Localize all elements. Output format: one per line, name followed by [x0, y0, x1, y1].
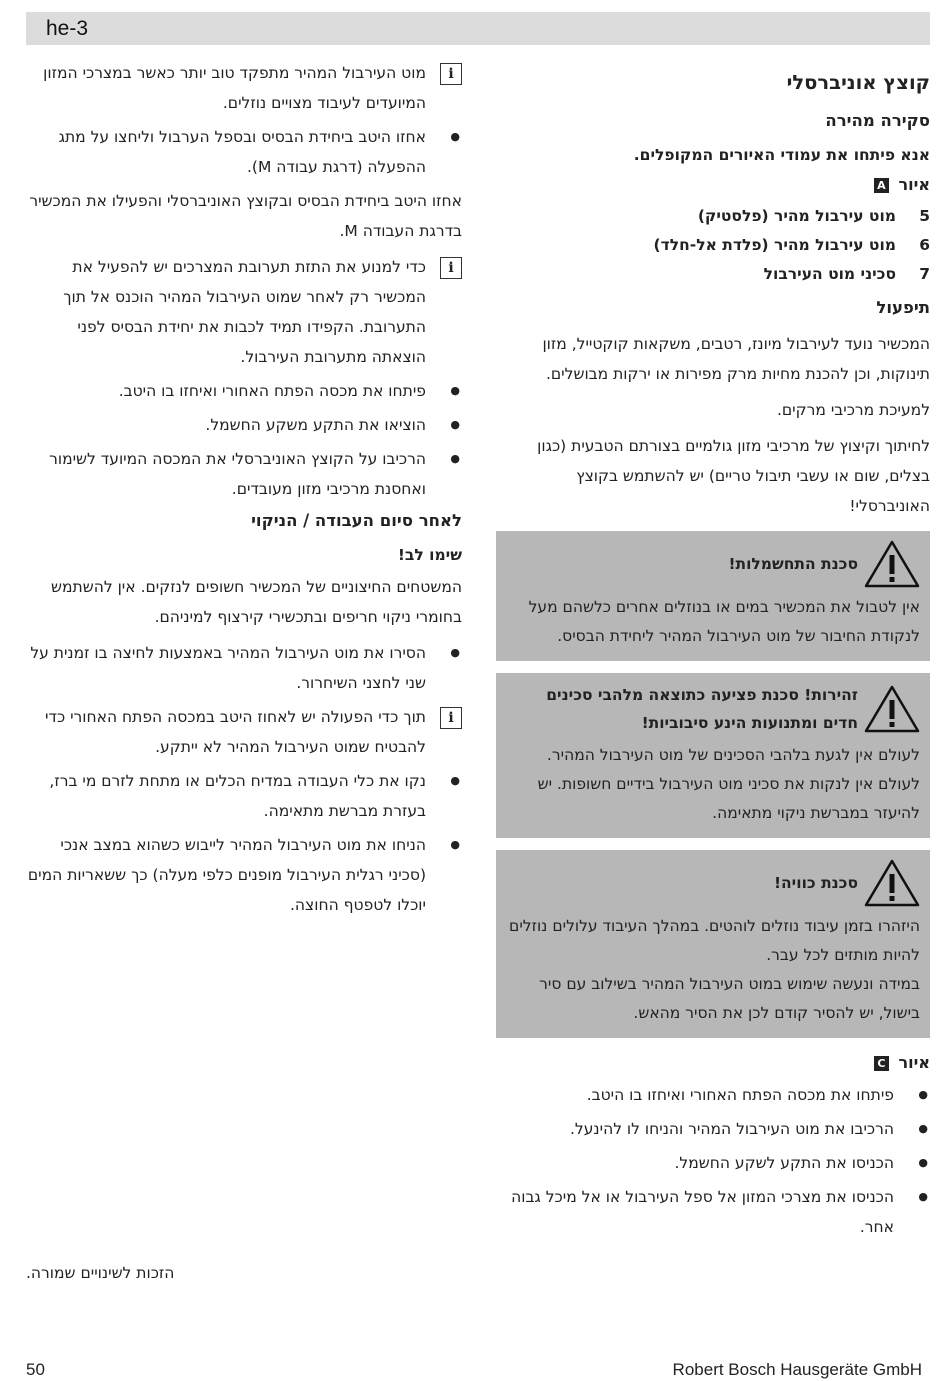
company-name: Robert Bosch Hausgeräte GmbH: [672, 1360, 922, 1379]
list-item: ● הניחו את מוט העירבול המהיר לייבוש כשהוא במצב אנכי (סכיני רגלית העירבול מופנים כלפי מעלה) כך ששאריות המים יוכלו לטפטף החוצה.: [26, 830, 462, 920]
info-icon: i: [440, 707, 462, 729]
figure-ref-a: [496, 172, 930, 198]
operation-heading: תיפעול: [876, 298, 930, 317]
warning-triangle-icon: [864, 539, 920, 589]
bullet-list: [26, 766, 462, 920]
bullet-list: [26, 376, 462, 504]
list-item: ● נקו את כלי העבודה במדיח הכלים או מתחת לזרם מי ברז, בעזרת מברשת מתאימה.: [26, 766, 462, 826]
operation-paragraph: למעיכת מרכיבי מרקים.: [776, 401, 930, 419]
part-name: סכיני מוט העירבול: [763, 265, 896, 283]
figure-label: איור: [898, 1053, 930, 1072]
warning-triangle-icon: [864, 858, 920, 908]
quick-tour-heading: סקירה מהירה: [825, 111, 930, 130]
part-name: מוט עירבול מהיר (פלסטיק): [697, 207, 896, 225]
warning-text: אין לטבול את המכשיר במים או בנוזלים אחרים כלשהם מעל לנקודת החיבור של מוט העירבול המהיר ליחידת הבסיס.: [528, 598, 920, 645]
operation-paragraph: המכשיר נועד לעירבול מיונז, רטבים, משקאות קוקטייל, מזון תינוקות, וכן להכנת מחיות מרק מפירות או ירקות מבושלים.: [542, 335, 930, 383]
paragraph: אחזו היטב ביחידת הבסיס ובקוצץ האוניברסלי והפעילו את המכשיר בדרגת העבודה M.: [29, 192, 462, 240]
right-column: [496, 66, 930, 1246]
warning-triangle-icon: [864, 684, 920, 734]
info-icon: i: [440, 63, 462, 85]
part-name: מוט עירבול מהיר (פלדת אל-חלד): [653, 236, 896, 254]
bullet-list: [26, 122, 462, 182]
list-item: ● הסירו את מוט העירבול המהיר באמצעות לחיצה בו זמנית על שני לחצני השיחרור.: [26, 638, 462, 698]
list-item: ● הוציאו את התקע משקע החשמל.: [26, 410, 462, 440]
figure-label: איור: [898, 175, 930, 194]
warning-title: סכנת כוויה!: [773, 874, 858, 892]
after-use-heading: לאחר סיום העבודה / הניקוי: [251, 511, 462, 530]
page-number: 50: [26, 1360, 45, 1379]
warning-title: זהירות! סכנת פציעה כתוצאה מלהבי סכינים חדים ומתנועות הינע סיבוביות!: [546, 686, 858, 732]
info-note: [26, 58, 462, 118]
parts-list-item: [496, 202, 930, 231]
info-icon: i: [440, 257, 462, 279]
list-item: ● אחזו היטב ביחידת הבסיס ובספל הערבול וליחצו על מתג ההפעלה (דרגת עבודה M).: [26, 122, 462, 182]
list-item: ● הכניסו את מצרכי המזון אל ספל העירבול או אל מיכל גבוה אחר.: [496, 1182, 930, 1242]
figure-letter-a: A: [874, 178, 889, 193]
left-column: [26, 58, 462, 924]
warning-title: סכנת התחשמלות!: [728, 555, 858, 573]
warning-box-burn: [496, 850, 930, 1038]
warning-box-blades: [496, 673, 930, 838]
warning-text: לעולם אין לגעת בלהבי הסכינים של מוט העירבול המהיר. לעולם אין לנקות את סכיני מוט העירבול בידיים חשופות. יש להיעזר במברשת ניקוי מתאימה.: [537, 746, 920, 822]
bullet-list: [26, 638, 462, 698]
unfold-instruction: אנא פיתחו את עמודי האיורים המקופלים.: [633, 146, 930, 164]
info-text: תוך כדי הפעולה יש לאחוז היטב במכסה הפתח האחורי כדי להבטיח שמוט העירבול המהיר לא ייתקע.: [45, 708, 426, 756]
parts-list: [496, 202, 930, 289]
list-item: ● הכניסו את התקע לשקע החשמל.: [496, 1148, 930, 1178]
list-item: ● הרכיבו את מוט העירבול המהיר והניחו לו להינעל.: [496, 1114, 930, 1144]
header-bar: [26, 12, 930, 45]
info-text: כדי למנוע את התזת תערובת המצרכים יש להפעיל את המכשיר רק לאחר שמוט העירבול המהיר הוכנס אל תוך התערובת. הקפידו תמיד לכבות את יחידת הבסיס לפני הוצאתה מתערובת העירבול.: [63, 258, 426, 366]
list-item: ● הרכיבו על הקוצץ האוניברסלי את המכסה המיועד לשימור ואחסנת מרכיבי מזון מעובדים.: [26, 444, 462, 504]
part-number: 7: [919, 265, 930, 283]
info-note: [26, 252, 462, 372]
parts-list-item: [496, 231, 930, 260]
list-item: ● פיתחו את מכסה הפתח האחורי ואיחזו בו היטב.: [26, 376, 462, 406]
warning-box-electric: [496, 531, 930, 661]
figure-ref-c: [496, 1050, 930, 1076]
steps-list: [496, 1080, 930, 1242]
section-code: he-3: [46, 17, 89, 40]
info-text: מוט העירבול המהיר מתפקד טוב יותר כאשר במצרכי המזון המיועדים לעיבוד מצויים נוזלים.: [43, 64, 426, 112]
operation-paragraph: לחיתוך וקיצוץ של מרכיבי מזון גולמיים בצורתם הטבעית (כגון בצלים, שום או עשבי תיבול טריים) יש להשתמש בקוצץ האוניברסלי!: [537, 437, 930, 515]
part-number: 5: [919, 207, 930, 225]
rights-note: הזכות לשינויים שמורה.: [26, 1264, 175, 1282]
warning-text: במידה ונעשה שימוש במוט העירבול המהיר בשילוב עם סיר בישול, יש להסיר קודם לכן את הסיר מהאש.: [539, 975, 920, 1022]
figure-letter-c: C: [874, 1056, 889, 1071]
paragraph: המשטחים החיצוניים של המכשיר חשופים לנזקים. אין להשתמש בחומרי ניקוי חריפים ובתכשירי קירצוף למיניהם.: [51, 578, 462, 626]
attention-heading: שימו לב!: [397, 546, 462, 564]
part-number: 6: [919, 236, 930, 254]
info-note: [26, 702, 462, 762]
parts-list-item: [496, 260, 930, 289]
warning-text: היזהרו בזמן עיבוד נוזלים לוהטים. במהלך העיבוד עלולים נוזלים להיות מותזים לכל עבר.: [509, 917, 920, 964]
list-item: ● פיתחו את מכסה הפתח האחורי ואיחזו בו היטב.: [496, 1080, 930, 1110]
page-title: קוצץ אוניברסלי: [786, 71, 930, 94]
